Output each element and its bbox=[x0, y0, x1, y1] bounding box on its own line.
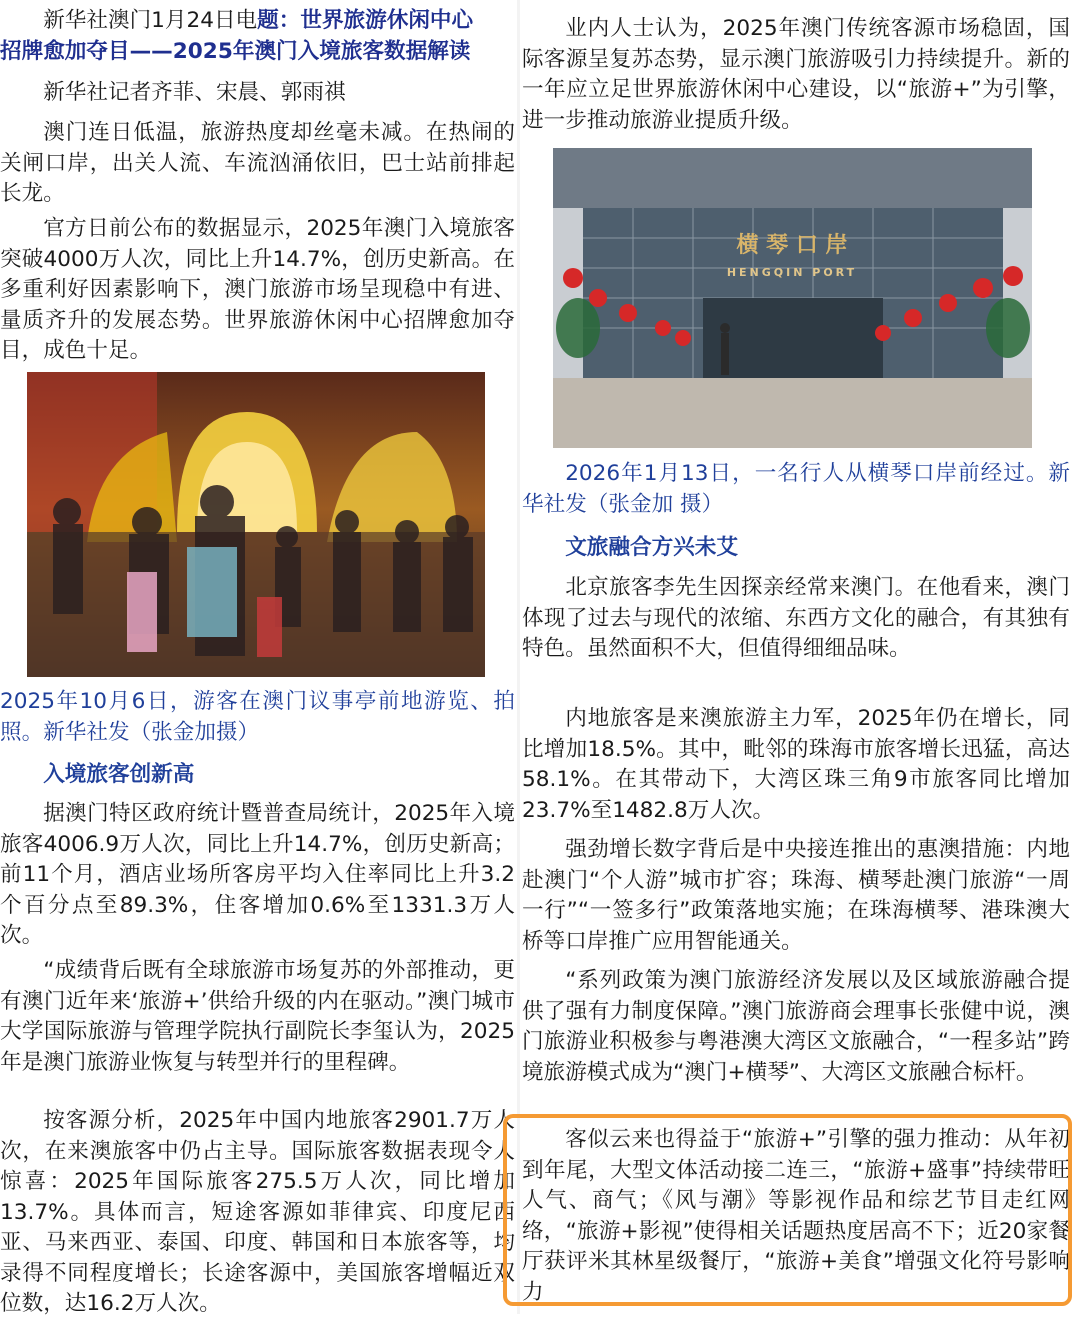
paragraph-r3: 内地旅客是来澳旅游主力军，2025年仍在增长，同比增加18.5%。其中，毗邻的珠海市旅客增长迅猛，高达58.1%。在其带动下，大湾区珠三角9市旅客同比增加23.7%至1482.8万人次。 bbox=[522, 706, 1070, 823]
paragraph-4: “成绩背后既有全球旅游市场复苏的外部推动，更有澳门近年来‘旅游+’供给升级的内在驱动。”澳门城市大学国际旅游与管理学院执行副院长李玺认为，2025年是澳门旅游业恢复与转型并行的里程碑。 bbox=[0, 958, 515, 1075]
byline: 新华社记者齐菲、宋晨、郭雨祺 bbox=[43, 80, 346, 105]
paragraph-r1: 业内人士认为，2025年澳门传统客源市场稳固，国际客源呈复苏态势，显示澳门旅游吸引力持续提升。新的一年应立足世界旅游休闲中心建设，以“旅游+”为引擎，进一步推动旅游业提质升级。 bbox=[522, 16, 1070, 133]
paragraph-r5: “系列政策为澳门旅游经济发展以及区域旅游融合提供了强有力制度保障。”澳门旅游商会理事长张健中说，澳门旅游业积极参与粤港澳大湾区文旅融合，“一程多站”跨境旅游模式成为“澳门+横琴”、大湾区文旅融合标杆。 bbox=[522, 968, 1070, 1085]
subhead-inbound-record: 入境旅客创新高 bbox=[43, 762, 195, 787]
photo-hengqin-port bbox=[553, 148, 1032, 448]
headline-prefix: 题： bbox=[257, 8, 301, 33]
paragraph-r2: 北京旅客李先生因探亲经常来澳门。在他看来，澳门体现了过去与现代的浓缩、东西方文化的融合，有其独有特色。虽然面积不大，但值得细细品味。 bbox=[522, 575, 1070, 661]
article-heading bbox=[0, 6, 515, 67]
subhead-culture-tourism: 文旅融合方兴未艾 bbox=[565, 535, 738, 560]
photo-caption-left: 2025年10月6日，游客在澳门议事亭前地游览、拍照。新华社发（张金加摄） bbox=[0, 689, 515, 745]
hengqin-port-image bbox=[553, 148, 1032, 448]
paragraph-5: 按客源分析，2025年中国内地旅客2901.7万人次，在来澳旅客中仍占主导。国际旅客数据表现令人惊喜：2025年国际旅客275.5万人次，同比增加13.7%。具体而言，短途客源如菲律宾、印度尼西亚、马来西亚、泰国、印度、韩国和日本旅客等，均录得不同程度增长；长途客源中，美国旅客增幅近双位数，达16.2万人次。 bbox=[0, 1108, 515, 1316]
headline-line2: 招牌愈加夺目——2025年澳门入境旅客数据解读 bbox=[0, 38, 471, 64]
headline-line1: 世界旅游休闲中心 bbox=[300, 8, 474, 33]
paragraph-2: 官方日前公布的数据显示，2025年澳门入境旅客突破4000万人次，同比上升14.7%，创历史新高。在多重利好因素影响下，澳门旅游市场呈现稳中有进、量质齐升的发展态势。世界旅游休闲中心招牌愈加夺目，成色十足。 bbox=[0, 216, 515, 363]
dateline: 新华社澳门1月24日电 bbox=[43, 8, 258, 33]
port-sign-en: HENGQIN PORT bbox=[726, 266, 858, 279]
port-sign-cn: 横 琴 口 岸 bbox=[736, 233, 848, 258]
paragraph-r4: 强劲增长数字背后是中央接连推出的惠澳措施：内地赴澳门“个人游”城市扩容；珠海、横琴赴澳门旅游“一周一行”“一签多行”政策落地实施；在珠海横琴、港珠澳大桥等口岸推广应用智能通关。 bbox=[522, 837, 1070, 954]
paragraph-r6-highlighted: 客似云来也得益于“旅游+”引擎的强力推动：从年初到年尾，大型文体活动接二连三，“旅游+盛事”持续带旺人气、商气；《风与潮》等影视作品和综艺节目走红网络，“旅游+影视”使得相关话题热度居高不下；近20家餐厅获评米其林星级餐厅，“旅游+美食”增强文化符号影响力 bbox=[522, 1127, 1070, 1305]
photo-caption-right: 2026年1月13日，一名行人从横琴口岸前经过。新华社发（张金加 摄） bbox=[522, 461, 1070, 517]
orange-highlight-box bbox=[503, 1114, 1072, 1306]
senado-square-image bbox=[27, 372, 485, 677]
paragraph-1: 澳门连日低温，旅游热度却丝毫未减。在热闹的关闸口岸，出关人流、车流汹涌依旧，巴士站前排起长龙。 bbox=[0, 120, 515, 206]
photo-senado-square bbox=[27, 372, 485, 677]
paragraph-3: 据澳门特区政府统计暨普查局统计，2025年入境旅客4006.9万人次，同比上升14.7%，创历史新高；前11个月，酒店业场所客房平均入住率同比上升3.2个百分点至89.3%，住客增加0.6%至1331.3万人次。 bbox=[0, 801, 515, 948]
